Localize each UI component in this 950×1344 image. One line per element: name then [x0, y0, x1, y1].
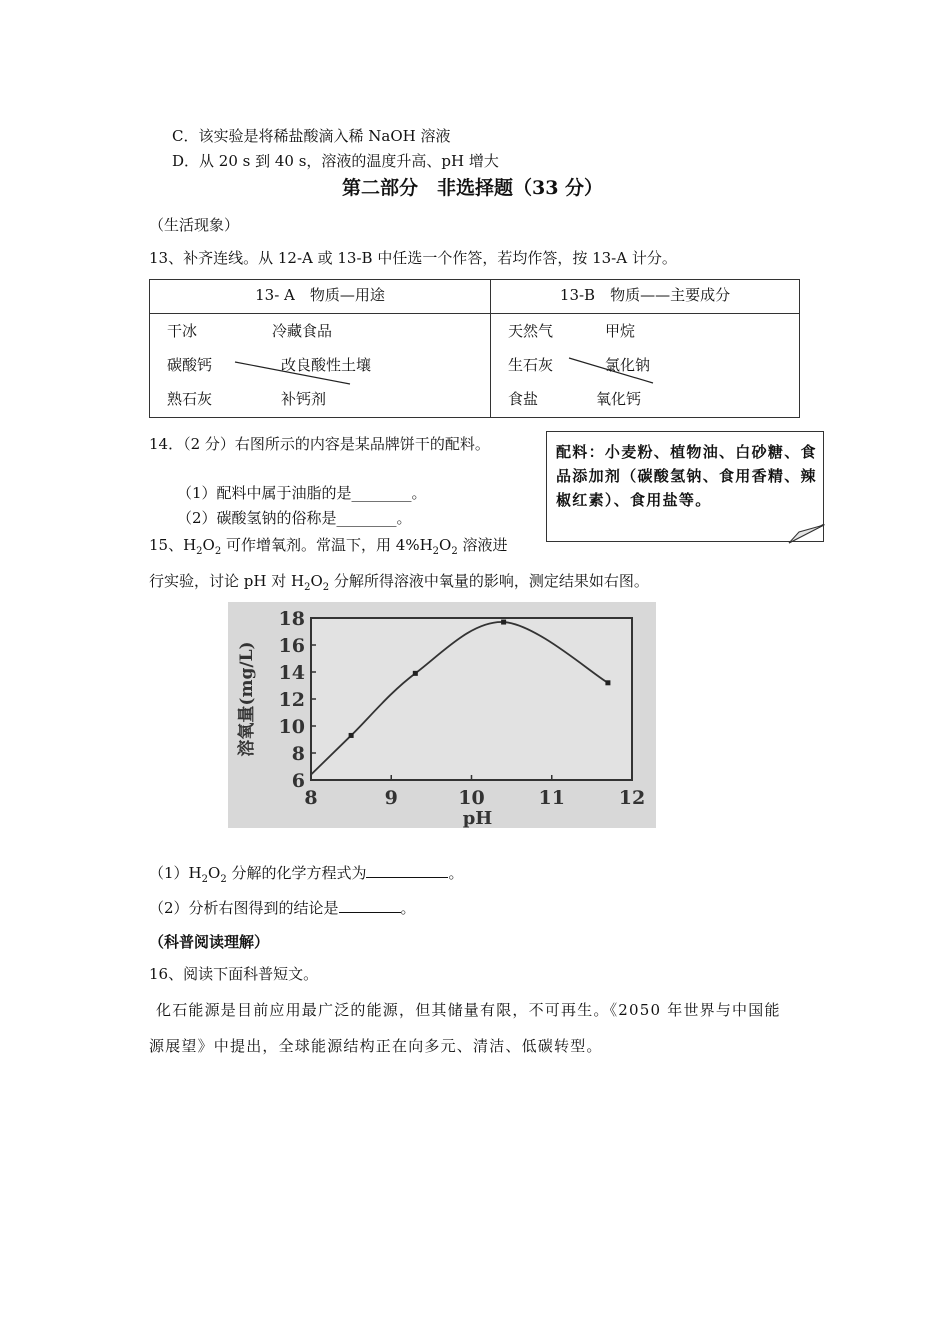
plot-frame	[311, 618, 632, 780]
q14-sub2: （2）碳酸氢钠的俗称是________。	[177, 509, 412, 527]
y-tick-label: 6	[291, 770, 305, 792]
x-tick-label: 9	[384, 787, 398, 809]
table-a-header: 13- A 物质—用途	[255, 286, 385, 304]
y-tick-label: 10	[278, 716, 305, 738]
b-left-item: 天然气	[508, 322, 554, 341]
q16-stem: 16、阅读下面科普短文。	[149, 965, 319, 983]
b-right-item: 氯化钠	[605, 356, 651, 375]
x-tick-label: 8	[304, 787, 318, 809]
a-left-item: 碳酸钙	[167, 356, 213, 375]
x-tick-label: 10	[458, 787, 485, 809]
answer-blank[interactable]	[339, 898, 401, 913]
y-axis-label: 溶氧量(mg/L)	[237, 641, 257, 757]
x-axis-label: pH	[462, 808, 493, 828]
b-right-item: 氧化钙	[596, 390, 642, 409]
section-life: （生活现象）	[149, 216, 240, 234]
data-point	[605, 680, 610, 685]
q16-para-line1: 化石能源是目前应用最广泛的能源，但其储量有限，不可再生。《2050 年世界与中国能	[156, 1001, 781, 1019]
ph-oxygen-chart	[228, 602, 656, 828]
a-right-item: 冷藏食品	[272, 322, 333, 341]
chart-svg	[228, 602, 656, 828]
q14-stem: 14．（2 分）右图所示的内容是某品牌饼干的配料。	[149, 435, 490, 453]
b-left-item: 食盐	[508, 390, 539, 409]
q15-stem: 15、$H_2O_2$ 可作增氧剂。常温下，用 $4\%H_2O_2$ 溶液进	[149, 536, 508, 557]
answer-blank[interactable]	[366, 863, 448, 878]
data-point	[413, 671, 418, 676]
ingredients-text: 配料：小麦粉、植物油、白砂糖、食品添加剂（碳酸氢钠、食用香精、辣椒红素）、食用盐等。	[556, 443, 817, 509]
table-b-header: 13-B 物质——主要成分	[559, 286, 731, 304]
q15-stem-line2: 行实验，讨论 pH 对 $H_2O_2$ 分解所得溶液中氧量的影响，测定结果如右图。	[149, 572, 649, 593]
page-curl-icon	[787, 524, 825, 544]
a-left-item: 干冰	[167, 322, 198, 341]
y-tick-label: 18	[278, 608, 305, 630]
section-reading: （科普阅读理解）	[149, 933, 270, 951]
q15-sub2: （2）分析右图得到的结论是 。	[149, 899, 416, 917]
part-title: 第二部分 非选择题（33 分）	[342, 177, 604, 199]
q15-sub1: $(1)H_2O_2$ 分解的化学方程式为 。	[149, 864, 464, 885]
q14-sub1: （1）配料中属于油脂的是________。	[177, 484, 427, 502]
x-tick-label: 12	[618, 787, 646, 809]
y-tick-label: 8	[291, 743, 305, 765]
matching-table	[149, 279, 800, 418]
a-right-item: 补钙剂	[281, 390, 327, 409]
y-tick-label: 14	[278, 662, 305, 684]
a-right-item: 改良酸性土壤	[281, 356, 372, 375]
option-d: D．从 20 s 到 40 s，溶液的温度升高、pH 增大	[172, 152, 499, 170]
data-point	[501, 620, 506, 625]
a-left-item: 熟石灰	[167, 390, 213, 409]
b-left-item: 生石灰	[508, 356, 554, 375]
x-tick-label: 11	[538, 787, 565, 809]
q16-para-line2: 源展望》中提出，全球能源结构正在向多元、清洁、低碳转型。	[149, 1037, 603, 1055]
b-right-item: 甲烷	[605, 322, 636, 341]
option-c: C．该实验是将稀盐酸滴入稀 NaOH 溶液	[172, 127, 451, 145]
y-tick-label: 12	[278, 689, 305, 711]
y-tick-label: 16	[278, 635, 305, 657]
data-point	[349, 733, 354, 738]
ingredients-note	[546, 431, 824, 542]
q13-stem: 13、补齐连线。从 12-A 或 13-B 中任选一个作答，若均作答，按 13-A 计分。	[149, 249, 677, 267]
